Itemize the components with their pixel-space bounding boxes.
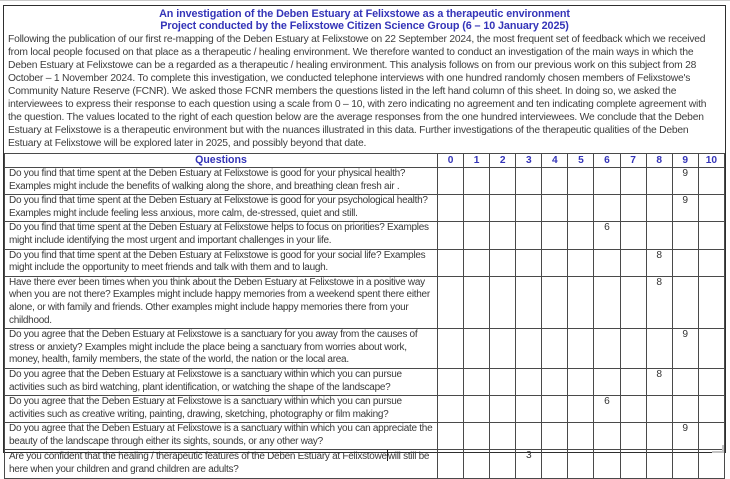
score-cell-3[interactable] xyxy=(516,222,542,249)
score-cell-1[interactable] xyxy=(464,450,490,478)
intro-paragraph: Following the publication of our first re-mapping of the Deben Estuary at Felixstowe on 22 September 2024, the most frequent set of feedback which we received from local people focused on that place as a therapeutic / healing environment. We therefore wanted to conduct an investigation of the main ways in which the Deben Estuary at Felixstowe can be a regarded as a therapeutic / healing environment. This analysis follows on from our previous work on this subject from 28 October – 1 November 2024. To complete this investigation, we conducted telephone interviews with one hundred randomly chosen members of Felixstowe's Community Nature Reserve (FCNR). We asked those FCNR members the questions listed in the left hand column of this sheet. In doing so, we asked the interviewees to express their response to each question using a scale from 0 – 10, with zero indicating no agreement and ten indicating complete agreement with the question. The values located to the right of each question below are the average responses from the one hundred interviewees. We conclude that the Deben Estuary at Felixstowe is a therapeutic environment but with the nuances illustrated in this data. Further investigations of the therapeutic qualities of the Deben Estuary at Felixstowe will be explored later in 2025, and possibly beyond that date. xyxy=(8,34,707,149)
score-cell-7[interactable] xyxy=(620,195,646,222)
score-cell-6[interactable] xyxy=(594,168,620,195)
score-cell-1[interactable] xyxy=(464,368,490,395)
table-row xyxy=(5,195,725,222)
score-cell-8[interactable] xyxy=(646,222,672,249)
question-text-after-cursor: will still be here when your children and grand children are adults? xyxy=(9,451,430,476)
score-cell-10[interactable] xyxy=(698,276,724,328)
score-cell-9[interactable]: 9 xyxy=(672,423,698,450)
scale-header-3: 3 xyxy=(516,154,542,168)
score-cell-6[interactable] xyxy=(594,276,620,328)
question-cell[interactable]: Do you find that time spent at the Deben Estuary at Felixstowe is good for your psychological health? Examples might include feeling less anxious, more calm, de-stressed, quiet and still. xyxy=(5,195,438,222)
score-cell-4[interactable] xyxy=(542,249,568,276)
score-cell-10[interactable] xyxy=(698,368,724,395)
score-cell-4[interactable] xyxy=(542,329,568,369)
score-cell-3[interactable] xyxy=(516,249,542,276)
table-row xyxy=(5,450,725,478)
question-cell[interactable]: Have there ever been times when you think about the Deben Estuary at Felixstowe in a positive way when you are not there? Examples might include happy memories from a weekend spent there either alone, or with family and friends. Other examples might include happy memories there from your childhood. xyxy=(5,276,438,328)
question-cell[interactable]: Do you agree that the Deben Estuary at Felixstowe is a sanctuary for you away from the causes of stress or anxiety? Examples might include the place being a sanctuary from worries about work, money, health, family members, the state of the world, the nation or the local area. xyxy=(5,329,438,369)
score-cell-8[interactable] xyxy=(646,423,672,450)
score-cell-10[interactable] xyxy=(698,450,724,478)
score-cell-6[interactable] xyxy=(594,423,620,450)
score-cell-8[interactable] xyxy=(646,450,672,478)
score-cell-3[interactable] xyxy=(516,276,542,328)
score-cell-8[interactable] xyxy=(646,168,672,195)
score-cell-4[interactable] xyxy=(542,195,568,222)
table-row xyxy=(5,276,725,328)
score-cell-4[interactable] xyxy=(542,276,568,328)
score-cell-7[interactable] xyxy=(620,450,646,478)
scale-header-7: 7 xyxy=(620,154,646,168)
score-cell-6[interactable]: 6 xyxy=(594,396,620,423)
score-cell-0[interactable] xyxy=(438,276,464,328)
score-cell-7[interactable] xyxy=(620,168,646,195)
score-cell-8[interactable] xyxy=(646,329,672,369)
page-boundary-line xyxy=(0,0,730,1)
survey-table xyxy=(4,153,725,479)
question-cell[interactable]: Do you agree that the Deben Estuary at Felixstowe is a sanctuary within which you can appreciate the beauty of the landscape through either its sights, sounds, or any other way? xyxy=(5,423,438,450)
score-cell-6[interactable] xyxy=(594,329,620,369)
score-cell-0[interactable] xyxy=(438,450,464,478)
question-cell[interactable]: Do you find that time spent at the Deben Estuary at Felixstowe is good for your physical health? Examples might include the benefits of walking along the shore, and breathing clean fresh air . xyxy=(5,168,438,195)
table-row xyxy=(5,249,725,276)
score-cell-3[interactable] xyxy=(516,423,542,450)
table-row xyxy=(5,222,725,249)
score-cell-5[interactable] xyxy=(568,222,594,249)
score-cell-0[interactable] xyxy=(438,222,464,249)
scale-header-8: 8 xyxy=(646,154,672,168)
score-cell-6[interactable]: 6 xyxy=(594,222,620,249)
score-cell-4[interactable] xyxy=(542,168,568,195)
score-cell-9[interactable] xyxy=(672,276,698,328)
score-cell-1[interactable] xyxy=(464,195,490,222)
table-row xyxy=(5,423,725,450)
question-cell[interactable]: Do you find that time spent at the Deben Estuary at Felixstowe helps to focus on priorities? Examples might include identifying the most urgent and important challenges in your life. xyxy=(5,222,438,249)
scale-header-9: 9 xyxy=(672,154,698,168)
score-cell-4[interactable] xyxy=(542,222,568,249)
score-cell-5[interactable] xyxy=(568,329,594,369)
document-subtitle: Project conducted by the Felixstowe Citizen Science Group (6 – 10 January 2025) xyxy=(160,20,569,32)
score-cell-8[interactable]: 8 xyxy=(646,276,672,328)
score-cell-10[interactable] xyxy=(698,329,724,369)
score-cell-6[interactable] xyxy=(594,249,620,276)
score-cell-5[interactable] xyxy=(568,450,594,478)
score-cell-7[interactable] xyxy=(620,396,646,423)
score-cell-10[interactable] xyxy=(698,396,724,423)
score-cell-7[interactable] xyxy=(620,423,646,450)
score-cell-9[interactable] xyxy=(672,450,698,478)
score-cell-10[interactable] xyxy=(698,195,724,222)
score-cell-9[interactable] xyxy=(672,368,698,395)
table-row xyxy=(5,168,725,195)
score-cell-2[interactable] xyxy=(490,329,516,369)
scale-header-4: 4 xyxy=(542,154,568,168)
score-cell-4[interactable] xyxy=(542,368,568,395)
score-cell-0[interactable] xyxy=(438,329,464,369)
score-cell-0[interactable] xyxy=(438,195,464,222)
table-row xyxy=(5,368,725,395)
score-cell-9[interactable]: 9 xyxy=(672,168,698,195)
score-cell-2[interactable] xyxy=(490,276,516,328)
question-cell[interactable]: Do you agree that the Deben Estuary at Felixstowe is a sanctuary within which you can pursue activities such as bird watching, plant identification, or watching the shape of the landscape? xyxy=(5,368,438,395)
score-cell-3[interactable] xyxy=(516,168,542,195)
score-cell-3[interactable] xyxy=(516,329,542,369)
score-cell-2[interactable] xyxy=(490,249,516,276)
document-title: An investigation of the Deben Estuary at Felixstowe as a therapeutic environment xyxy=(159,8,570,20)
question-cell[interactable]: Do you find that time spent at the Deben Estuary at Felixstowe is good for your social life? Examples might include the opportunity to meet friends and talk with them and to laugh. xyxy=(5,249,438,276)
score-cell-3[interactable] xyxy=(516,396,542,423)
score-cell-0[interactable] xyxy=(438,368,464,395)
score-cell-7[interactable] xyxy=(620,329,646,369)
score-cell-1[interactable] xyxy=(464,396,490,423)
score-cell-8[interactable]: 8 xyxy=(646,368,672,395)
question-cell[interactable] xyxy=(5,450,438,478)
scale-header-2: 2 xyxy=(490,154,516,168)
document-header xyxy=(4,6,725,32)
score-cell-1[interactable] xyxy=(464,222,490,249)
table-row xyxy=(5,329,725,369)
questions-column-header: Questions xyxy=(5,154,438,168)
score-cell-9[interactable] xyxy=(672,222,698,249)
score-cell-1[interactable] xyxy=(464,329,490,369)
score-cell-4[interactable] xyxy=(542,396,568,423)
score-cell-4[interactable] xyxy=(542,450,568,478)
score-cell-5[interactable] xyxy=(568,423,594,450)
score-cell-5[interactable] xyxy=(568,276,594,328)
score-cell-2[interactable] xyxy=(490,396,516,423)
score-cell-5[interactable] xyxy=(568,368,594,395)
table-row xyxy=(5,396,725,423)
score-cell-9[interactable]: 9 xyxy=(672,329,698,369)
score-cell-9[interactable]: 9 xyxy=(672,195,698,222)
score-cell-6[interactable] xyxy=(594,195,620,222)
table-resize-handle[interactable] xyxy=(712,445,724,453)
score-cell-7[interactable] xyxy=(620,276,646,328)
question-text-before-cursor: Are you confident that the healing / therapeutic features of the Deben Estuary at Felixstowe xyxy=(9,451,387,463)
score-cell-2[interactable] xyxy=(490,222,516,249)
score-cell-5[interactable] xyxy=(568,249,594,276)
score-cell-5[interactable] xyxy=(568,168,594,195)
score-cell-2[interactable] xyxy=(490,368,516,395)
scale-header-10: 10 xyxy=(698,154,724,168)
table-header-row xyxy=(5,154,725,168)
score-cell-2[interactable] xyxy=(490,195,516,222)
document-page xyxy=(3,5,726,476)
score-cell-3[interactable] xyxy=(516,195,542,222)
score-cell-0[interactable] xyxy=(438,423,464,450)
score-cell-6[interactable] xyxy=(594,450,620,478)
score-cell-3[interactable]: 3 xyxy=(516,450,542,478)
score-cell-7[interactable] xyxy=(620,222,646,249)
score-cell-10[interactable] xyxy=(698,249,724,276)
score-cell-10[interactable] xyxy=(698,168,724,195)
score-cell-9[interactable] xyxy=(672,396,698,423)
score-cell-7[interactable] xyxy=(620,249,646,276)
scale-header-5: 5 xyxy=(568,154,594,168)
scale-header-1: 1 xyxy=(464,154,490,168)
score-cell-4[interactable] xyxy=(542,423,568,450)
question-cell[interactable]: Do you agree that the Deben Estuary at Felixstowe is a sanctuary within which you can pursue activities such as creative writing, painting, drawing, sketching, photography or film making? xyxy=(5,396,438,423)
scale-header-0: 0 xyxy=(438,154,464,168)
score-cell-2[interactable] xyxy=(490,450,516,478)
score-cell-6[interactable] xyxy=(594,368,620,395)
score-cell-1[interactable] xyxy=(464,249,490,276)
score-cell-8[interactable]: 8 xyxy=(646,249,672,276)
scale-header-6: 6 xyxy=(594,154,620,168)
score-cell-9[interactable] xyxy=(672,249,698,276)
score-cell-5[interactable] xyxy=(568,195,594,222)
score-cell-5[interactable] xyxy=(568,396,594,423)
score-cell-1[interactable] xyxy=(464,168,490,195)
score-cell-1[interactable] xyxy=(464,276,490,328)
score-cell-3[interactable] xyxy=(516,368,542,395)
score-cell-8[interactable] xyxy=(646,195,672,222)
score-cell-2[interactable] xyxy=(490,168,516,195)
score-cell-0[interactable] xyxy=(438,396,464,423)
score-cell-0[interactable] xyxy=(438,168,464,195)
score-cell-0[interactable] xyxy=(438,249,464,276)
score-cell-1[interactable] xyxy=(464,423,490,450)
score-cell-7[interactable] xyxy=(620,368,646,395)
score-cell-10[interactable] xyxy=(698,222,724,249)
score-cell-8[interactable] xyxy=(646,396,672,423)
score-cell-2[interactable] xyxy=(490,423,516,450)
